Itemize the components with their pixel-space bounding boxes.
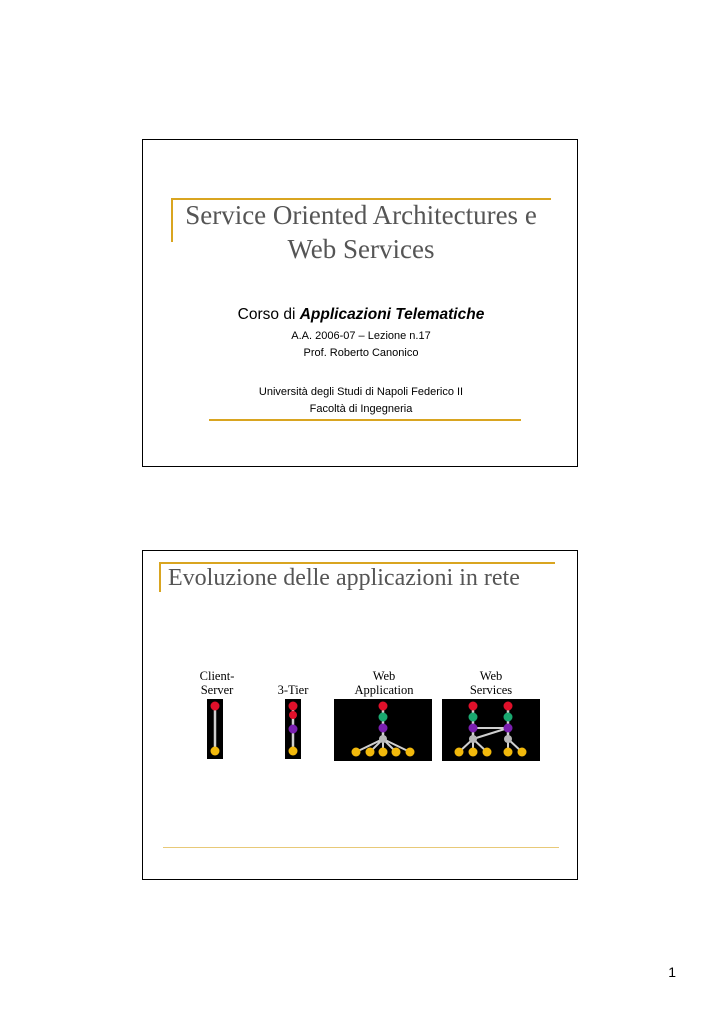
bottom-rule [163, 847, 559, 848]
evolution-slide [142, 550, 578, 880]
faculty: Facoltà di Ingegneria [309, 403, 413, 415]
title-slide [142, 139, 578, 467]
label-line-2: Application [354, 683, 414, 697]
label-web-application [334, 669, 434, 697]
label-line-2: 3-Tier [277, 683, 309, 697]
client-server-diagram [207, 699, 223, 759]
university: Università degli Studi di Napoli Federico II [258, 386, 464, 398]
label-line-2: Services [469, 683, 513, 697]
year-lesson: A.A. 2006-07 – Lezione n.17 [291, 330, 431, 342]
page-number: 1 [668, 964, 676, 980]
course-name: Applicazioni Telematiche [299, 306, 485, 323]
course-prefix: Corso di [237, 306, 296, 323]
bottom-rule [209, 419, 521, 421]
label-line-1: Web [479, 669, 503, 683]
label-line-2: Server [200, 683, 234, 697]
label-web-services [441, 669, 541, 697]
label-line-1: Web [372, 669, 396, 683]
label-line-1: Client- [199, 669, 235, 683]
title-top-rule [159, 562, 555, 564]
title-left-bar [159, 562, 161, 592]
course-line [143, 306, 579, 324]
title-line-2: Web Services [287, 234, 435, 264]
web-services-diagram [442, 699, 540, 761]
slide2-title: Evoluzione delle applicazioni in rete [168, 565, 520, 591]
three-tier-diagram [285, 699, 301, 759]
slide1-title [143, 198, 579, 266]
title-line-1: Service Oriented Architectures e [185, 200, 537, 230]
web-application-diagram [334, 699, 432, 761]
label-3-tier [243, 669, 343, 697]
label-line-1 [243, 669, 343, 683]
professor: Prof. Roberto Canonico [303, 347, 419, 359]
